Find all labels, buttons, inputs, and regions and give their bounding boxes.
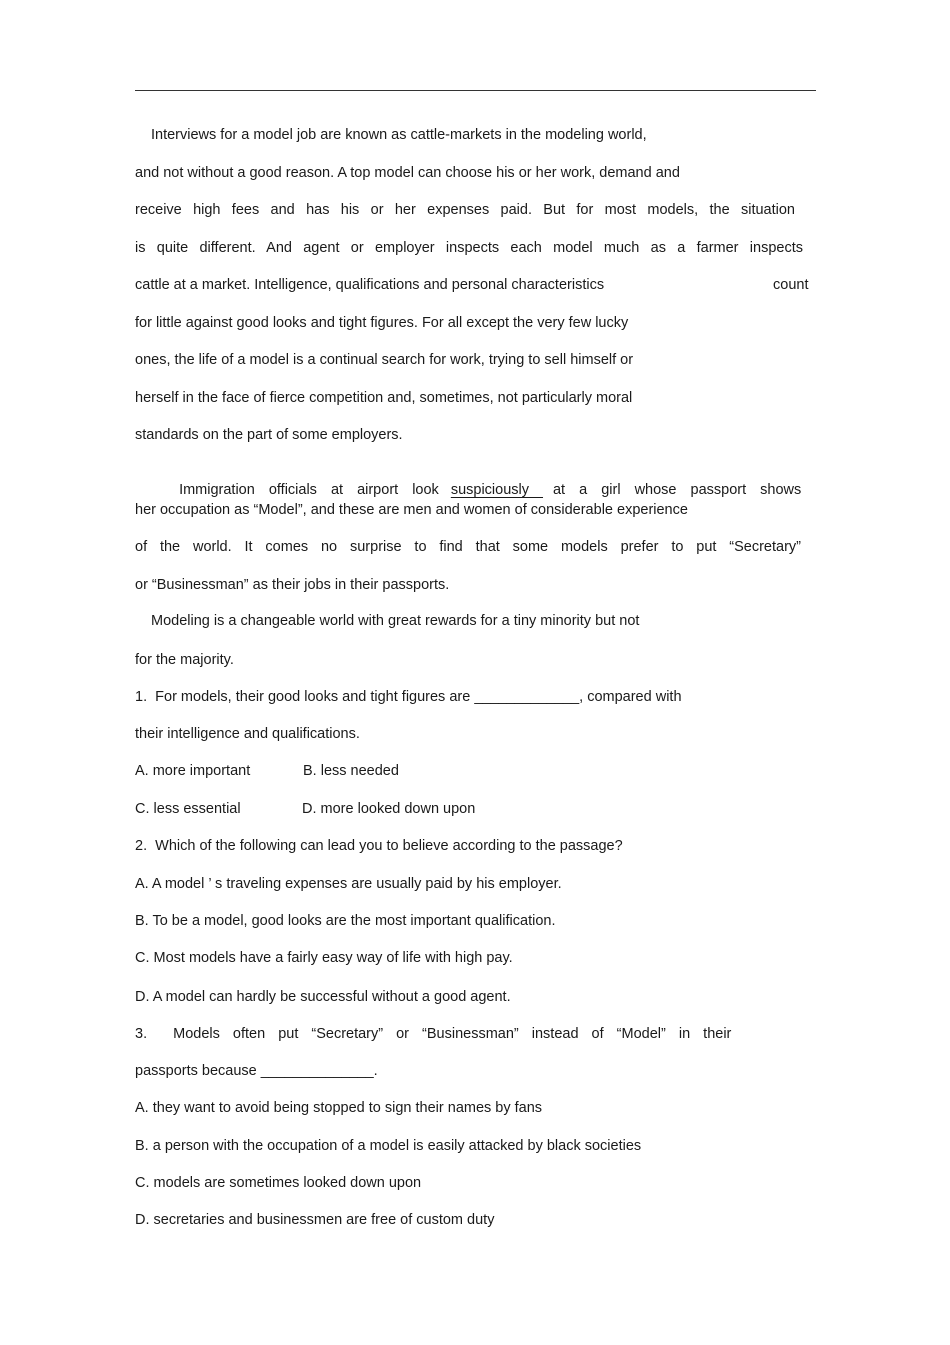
option-a: A. more important xyxy=(135,763,251,779)
option-d: D. secretaries and businessmen are free of custom duty xyxy=(135,1212,495,1228)
passage-line: standards on the part of some employers. xyxy=(135,427,403,443)
question-stem: 1. For models, their good looks and tight figures are _____________, compared with xyxy=(135,689,682,705)
option-d: D. A model can hardly be successful without a good agent. xyxy=(135,989,511,1005)
passage-line: of the world. It comes no surprise to find that some models prefer to put “Secretary” xyxy=(135,539,801,555)
question-stem: passports because ______________. xyxy=(135,1063,378,1079)
option-d: D. more looked down upon xyxy=(302,801,476,817)
passage-line: for the majority. xyxy=(135,652,234,668)
question-stem: their intelligence and qualifications. xyxy=(135,726,360,742)
passage-line: and not without a good reason. A top model can choose his or her work, demand and xyxy=(135,165,680,181)
passage-text: at a girl whose passport shows xyxy=(552,482,802,498)
option-c: C. models are sometimes looked down upon xyxy=(135,1175,422,1191)
option-a: A. A model ’ s traveling expenses are usually paid by his employer. xyxy=(135,876,562,892)
passage-line: Interviews for a model job are known as cattle-markets in the modeling world, xyxy=(151,127,647,143)
option-b: B. less needed xyxy=(303,763,399,779)
passage-line: her occupation as “Model”, and these are men and women of considerable experience xyxy=(135,502,688,518)
passage-line: herself in the face of fierce competition and, sometimes, not particularly moral xyxy=(135,390,633,406)
passage-line: ones, the life of a model is a continual search for work, trying to sell himself or xyxy=(135,352,634,368)
option-c: C. less essential xyxy=(135,801,241,817)
passage-line: cattle at a market. Intelligence, qualifications and personal characteristics xyxy=(135,277,605,293)
passage-line: for little against good looks and tight figures. For all except the very few lucky xyxy=(135,315,629,331)
option-b: B. To be a model, good looks are the most important qualification. xyxy=(135,913,556,929)
option-c: C. Most models have a fairly easy way of life with high pay. xyxy=(135,950,513,966)
question-stem: 3. Models often put “Secretary” or “Businessman” instead of “Model” in their xyxy=(135,1026,732,1042)
passage-line: Modeling is a changeable world with great rewards for a tiny minority but not xyxy=(151,613,640,629)
header-rule xyxy=(135,90,816,91)
passage-word-count: count xyxy=(773,277,809,293)
passage-line: receive high fees and has his or her expenses paid. But for most models, the situation xyxy=(135,202,795,218)
underlined-word: suspiciously xyxy=(450,482,529,498)
passage-line: or “Businessman” as their jobs in their passports. xyxy=(135,577,450,593)
passage-text: Immigration officials at airport look xyxy=(179,482,439,498)
passage-line xyxy=(151,463,801,499)
question-stem: 2. Which of the following can lead you to believe according to the passage? xyxy=(135,838,623,854)
passage-line: is quite different. And agent or employer inspects each model much as a farmer inspects xyxy=(135,240,803,256)
option-a: A. they want to avoid being stopped to sign their names by fans xyxy=(135,1100,543,1116)
option-b: B. a person with the occupation of a model is easily attacked by black societies xyxy=(135,1138,642,1154)
